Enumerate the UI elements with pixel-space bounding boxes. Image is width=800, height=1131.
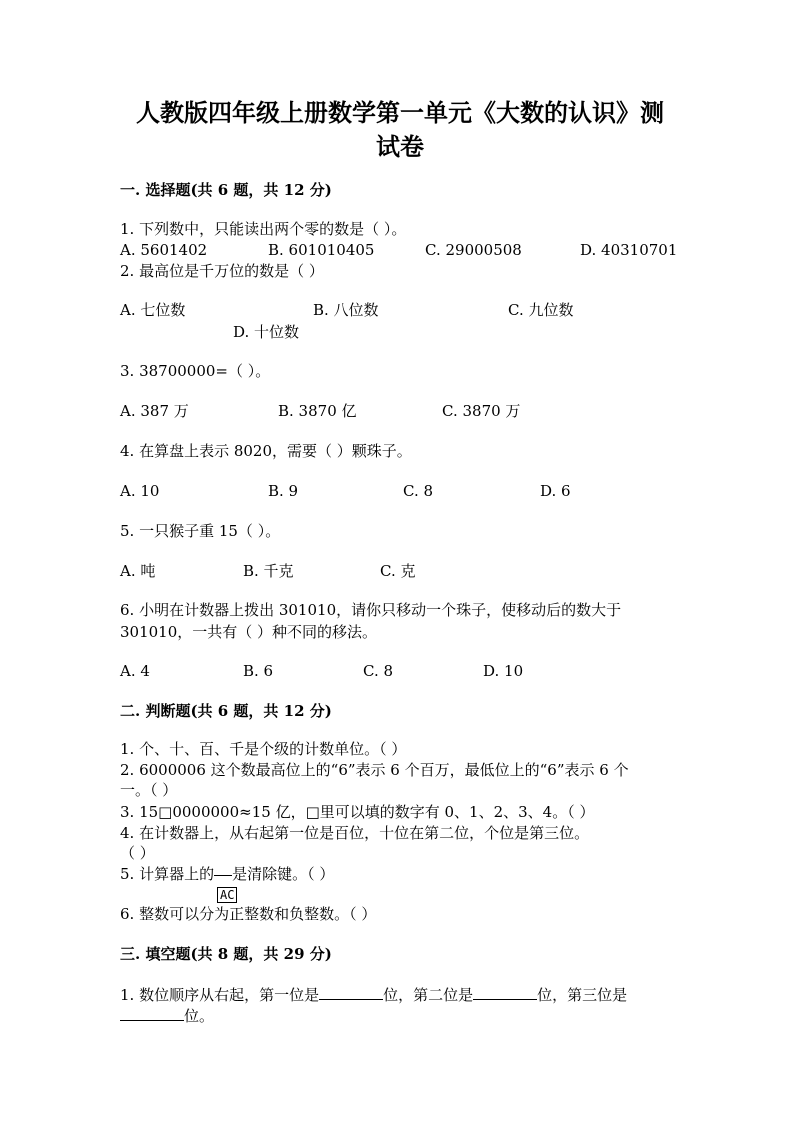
section-3-heading: 三. 填空题(共 8 题，共 29 分): [120, 945, 332, 963]
mc-q5-option-c: C. 克: [380, 562, 416, 580]
mc-q1-stem: 1. 下列数中，只能读出两个零的数是（ ）。: [120, 220, 407, 238]
fill-blank-3[interactable]: [120, 1005, 184, 1021]
tf-q4-line-1: 4. 在计数器上，从右起第一位是百位，十位在第二位，个位是第三位。: [120, 824, 590, 842]
mc-q1-option-d: D. 40310701: [580, 241, 678, 259]
mc-q6-stem-line-1: 6. 小明在计数器上拨出 301010，请你只移动一个珠子，使移动后的数大于: [120, 601, 622, 619]
fill-q1-text-c: 位，第三位是: [537, 986, 628, 1004]
mc-q2-option-d: D. 十位数: [233, 323, 300, 341]
fill-q1-text-a: 1. 数位顺序从右起，第一位是: [120, 986, 320, 1004]
mc-q3-option-b: B. 3870 亿: [278, 402, 357, 420]
mc-q6-option-a: A. 4: [120, 662, 150, 680]
mc-q1-option-a: A. 5601402: [120, 241, 208, 259]
title-line-1: 人教版四年级上册数学第一单元《大数的认识》测: [136, 98, 664, 127]
mc-q2-option-a: A. 七位数: [120, 301, 186, 319]
tf-q2-line-1: 2. 6000006 这个数最高位上的“6”表示 6 个百万，最低位上的“6”表示 6 个: [120, 761, 629, 779]
mc-q4-option-c: C. 8: [403, 482, 434, 500]
mc-q3-option-c: C. 3870 万: [442, 402, 521, 420]
mc-q5-option-b: B. 千克: [243, 562, 294, 580]
mc-q3-stem: 3. 38700000=（ ）。: [120, 362, 271, 380]
tf-q3: 3. 15□0000000≈15 亿，□里可以填的数字有 0、1、2、3、4。（ ）: [120, 803, 595, 821]
mc-q4-option-b: B. 9: [268, 482, 299, 500]
mc-q2-option-b: B. 八位数: [313, 301, 379, 319]
mc-q6-stem-line-2: 301010，一共有（ ）种不同的移法。: [120, 623, 378, 641]
mc-q1-option-c: C. 29000508: [425, 241, 522, 259]
mc-q5-option-a: A. 吨: [120, 562, 156, 580]
tf-q5: [120, 864, 334, 884]
fill-q1-line-2: [120, 1005, 214, 1026]
tf-q6: 6. 整数可以分为正整数和负整数。（ ）: [120, 905, 377, 923]
mc-q4-stem: 4. 在算盘上表示 8020，需要（ ）颗珠子。: [120, 442, 412, 460]
page-title: [100, 96, 700, 164]
ac-key-icon: [217, 884, 237, 904]
section-1-heading: 一. 选择题(共 6 题，共 12 分): [120, 181, 332, 199]
ac-key-underline: [214, 875, 232, 876]
fill-blank-2[interactable]: [473, 984, 537, 1000]
mc-q6-option-d: D. 10: [483, 662, 524, 680]
ac-key-label: AC: [217, 887, 237, 903]
tf-q4-line-2: （ ）: [120, 844, 155, 862]
mc-q4-option-a: A. 10: [120, 482, 160, 500]
mc-q6-option-b: B. 6: [243, 662, 274, 680]
mc-q2-option-c: C. 九位数: [508, 301, 574, 319]
fill-q1-text-d: 位。: [184, 1007, 215, 1025]
title-line-2: 试卷: [376, 132, 424, 161]
mc-q1-option-b: B. 601010405: [268, 241, 375, 259]
fill-q1-line-1: [120, 984, 627, 1005]
tf-q5-suffix: 是清除键。（ ）: [232, 865, 335, 883]
tf-q5-prefix: 5. 计算器上的: [120, 865, 215, 883]
section-2-heading: 二. 判断题(共 6 题，共 12 分): [120, 702, 332, 720]
fill-q1-text-b: 位，第二位是: [383, 986, 474, 1004]
tf-q1: 1. 个、十、百、千是个级的计数单位。（ ）: [120, 740, 407, 758]
mc-q4-option-d: D. 6: [540, 482, 571, 500]
fill-blank-1[interactable]: [319, 984, 383, 1000]
mc-q6-option-c: C. 8: [363, 662, 394, 680]
mc-q5-stem: 5. 一只猴子重 15（ ）。: [120, 522, 281, 540]
tf-q2-line-2: 一。（ ）: [120, 781, 178, 799]
mc-q2-stem: 2. 最高位是千万位的数是（ ）: [120, 262, 324, 280]
mc-q3-option-a: A. 387 万: [120, 402, 189, 420]
